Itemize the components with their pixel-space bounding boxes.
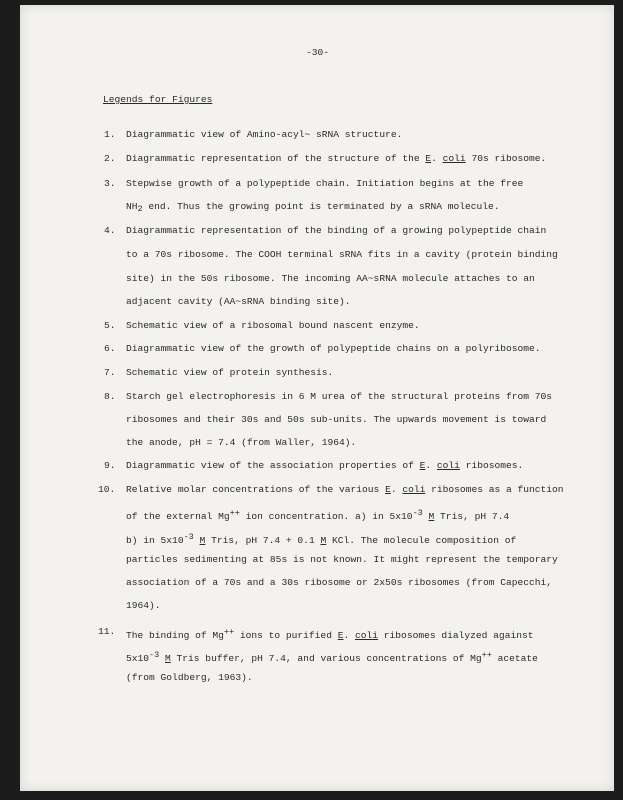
text-run: ++ (481, 650, 492, 660)
legend-number: 7. (104, 367, 116, 378)
text-run: b) in 5x10 (126, 535, 184, 546)
document-page (20, 5, 614, 791)
legend-line (126, 273, 535, 285)
text-run: Tris, pH 7.4 (434, 511, 510, 522)
legend-number: 11. (98, 626, 116, 637)
text-run: to a 70s ribosome. The COOH terminal sRNA fits in a cavity (protein binding (126, 249, 558, 260)
text-run: M (199, 535, 206, 546)
text-run: coli (442, 153, 466, 164)
text-run: Relative molar concentrations of the various (126, 484, 386, 495)
legend-line (126, 460, 523, 472)
legend-number: 3. (104, 178, 116, 189)
text-run: association of a 70s and a 30s ribosome or 2x50s ribosomes (from Capecchi, (126, 577, 553, 588)
text-run: ion concentration. a) in 5x10 (239, 511, 413, 522)
section-heading: Legends for Figures (103, 94, 213, 105)
legend-number: 10. (98, 484, 116, 495)
text-run: Starch gel electrophoresis in 6 M urea of the structural proteins from 70s (126, 391, 553, 402)
legend-line (126, 554, 558, 566)
legend-line (126, 531, 516, 547)
legend-number: 4. (104, 225, 116, 236)
text-run: ++ (229, 508, 240, 518)
text-run: . (390, 484, 403, 495)
text-run: KCl. The molecule composition of (326, 535, 517, 546)
legend-line (126, 672, 253, 684)
text-run: 70s ribosome. (465, 153, 547, 164)
text-run: ions to purified (234, 630, 338, 641)
legend-line (126, 577, 552, 589)
text-run: NH (126, 201, 138, 212)
legend-number: 1. (104, 129, 116, 140)
text-run: of the external Mg (126, 511, 230, 522)
text-run: E (385, 484, 391, 495)
legend-number: 2. (104, 153, 116, 164)
legend-line (126, 320, 420, 332)
text-run: -3 (412, 508, 423, 518)
text-run: ribosomes and their 30s and 50s sub-units. The upwards movement is toward (126, 414, 547, 425)
text-run: Diagrammatic view of the growth of polypeptide chains on a polyribosome. (126, 343, 541, 354)
text-run: acetate (491, 653, 538, 664)
text-run: ribosomes. (459, 460, 524, 471)
text-run: -3 (149, 650, 160, 660)
text-run: E (419, 460, 426, 471)
legend-line (126, 484, 564, 496)
page-number: -30- (306, 47, 330, 58)
text-run: The binding of Mg (126, 630, 224, 641)
text-run: ribosomes as a function (425, 484, 564, 495)
text-run: site) in the 50s ribosome. The incoming AA~sRNA molecule attaches to an (126, 273, 535, 284)
text-run: coli (402, 484, 426, 495)
text-run: coli (436, 460, 460, 471)
text-run: Diagrammatic view of Amino-acyl~ sRNA structure. (126, 129, 403, 140)
text-run: M (165, 653, 171, 664)
legend-number: 6. (104, 343, 116, 354)
legend-line (126, 296, 351, 308)
legend-line (126, 367, 333, 379)
text-run: . (431, 153, 443, 164)
text-run: ribosomes dialyzed against (378, 630, 534, 641)
text-run: ++ (223, 627, 235, 637)
legend-line (126, 225, 546, 237)
legend-line (126, 437, 356, 449)
text-run: . (425, 460, 437, 471)
text-run: 2 (137, 204, 143, 214)
legend-line (126, 249, 558, 261)
legend-line (126, 391, 552, 403)
text-run: (from Goldberg, 1963). (126, 672, 253, 683)
legend-line (126, 600, 161, 612)
legend-line (126, 507, 509, 523)
text-run: -3 (183, 532, 194, 542)
legend-number: 8. (104, 391, 116, 402)
text-run: Stepwise growth of a polypeptide chain. Initiation begins at the free (126, 178, 524, 189)
text-run: Schematic view of a ribosomal bound nascent enzyme. (126, 320, 420, 331)
text-run: M (320, 535, 327, 546)
text-run: particles sedimenting at 85s is not known. It might represent the temporary (126, 554, 558, 565)
legend-line (126, 626, 533, 642)
legend-line (126, 178, 523, 190)
text-run: E (425, 153, 432, 164)
text-run: Schematic view of protein synthesis. (126, 367, 334, 378)
text-run: Tris buffer, pH 7.4, and various concentrations of Mg (170, 653, 482, 664)
text-run: Diagrammatic representation of the binding of a growing polypeptide chain (126, 225, 547, 236)
text-run: . (343, 630, 355, 641)
legend-number: 9. (104, 460, 116, 471)
text-run: E (337, 630, 344, 641)
text-run: M (428, 511, 435, 522)
text-run: end. Thus the growing point is terminated by a sRNA molecule. (142, 201, 500, 212)
text-run: Tris, pH 7.4 + 0.1 (205, 535, 321, 546)
text-run: coli (355, 630, 379, 641)
text-run: 5x10 (126, 653, 150, 664)
legend-line (126, 414, 546, 426)
text-run: Diagrammatic view of the association properties of (126, 460, 420, 471)
legend-line (126, 343, 541, 355)
legend-line (126, 153, 546, 165)
legend-line (126, 649, 538, 665)
text-run: Diagrammatic representation of the structure of the (126, 153, 426, 164)
legend-line (126, 129, 402, 141)
legend-number: 5. (104, 320, 116, 331)
text-run: adjacent cavity (AA~sRNA binding site). (126, 296, 351, 307)
legend-line (126, 201, 500, 215)
text-run: the anode, pH = 7.4 (from Waller, 1964). (126, 437, 357, 448)
text-run: 1964). (126, 600, 161, 611)
